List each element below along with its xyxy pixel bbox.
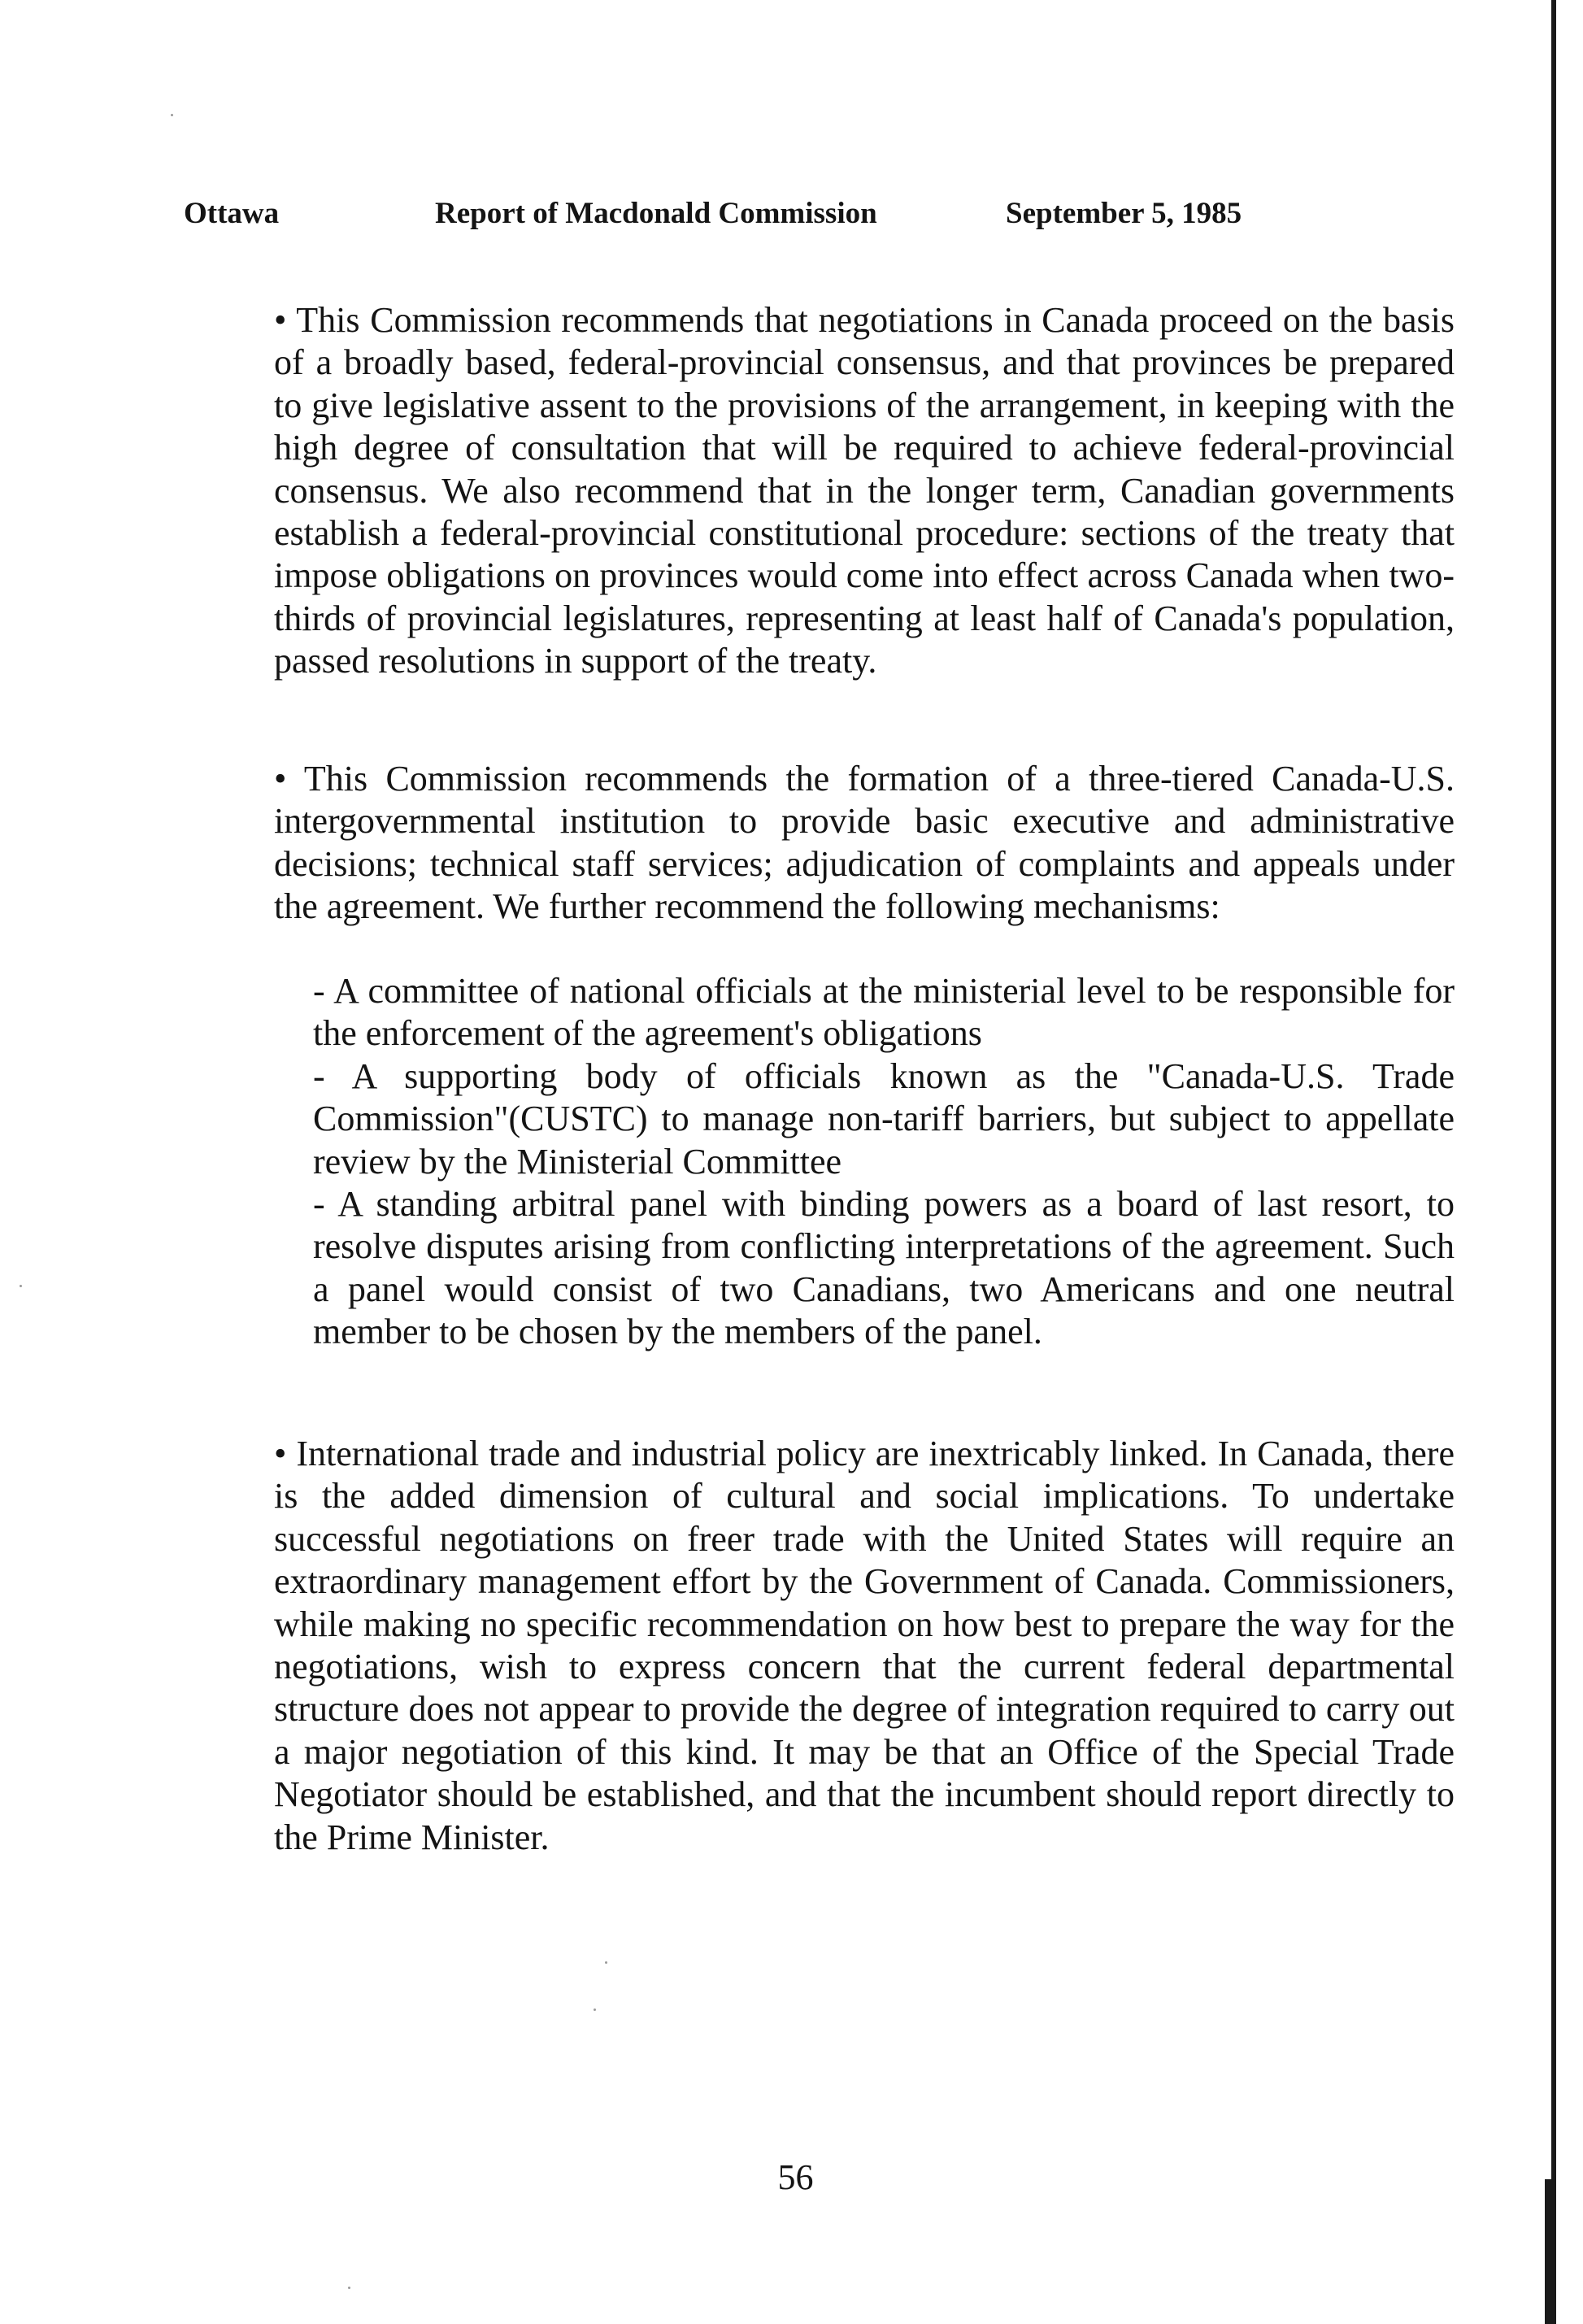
page-header	[0, 194, 1583, 234]
paragraph-trade-policy: • International trade and industrial policy are inextricably linked. In Canada, there is the added dimension of cultural and social implications. To undertake successful negotiations on freer trade with the United States will require an extraordinary management effort by the Government of Canada. Commissioners, while making no specific recommendation on how best to prepare the way for the negotiations, wish to express concern that the current federal departmental structure does not appear to provide the degree of integration required to carry out a major negotiation of this kind. It may be that an Office of the Special Trade Negotiator should be established, and that the incumbent should report directly to the Prime Minister.	[274, 1434, 1455, 1857]
mechanism-arbitral-panel: - A standing arbitral panel with binding powers as a board of last resort, to resolve disputes arising from conflicting interpretations of the agreement. Such a panel would consist of two Canadians, two Americans and one neutral member to be chosen by the members of the panel.	[313, 1184, 1455, 1352]
scan-speck	[605, 1961, 607, 1964]
paragraph-consensus: • This Commission recommends that negotiations in Canada proceed on the basis of a broadly based, federal-provincial consensus, and that provinces be prepared to give legislative assent to the provisions of the arrangement, in keeping with the high degree of consultation that will be required to achieve federal-provincial consensus. We also recommend that in the longer term, Canadian governments establish a federal-provincial constitutional procedure: sections of the treaty that impose obligations on provinces would come into effect across Canada when two-thirds of provincial legislatures, representing at least half of Canada's population, passed resolutions in support of the treaty.	[274, 300, 1455, 681]
scan-edge-rule	[1551, 0, 1556, 2324]
scan-speck	[171, 114, 173, 116]
scan-speck	[594, 2008, 596, 2011]
paragraph-institution: • This Commission recommends the formation of a three-tiered Canada-U.S. intergovernmental institution to provide basic executive and administrative decisions; technical staff services; adjudication of complaints and appeals under the agreement. We further recommend the following mechanisms:	[274, 759, 1455, 927]
scan-speck	[20, 1285, 22, 1287]
page-number: 56	[777, 2157, 814, 2197]
scan-edge-rule-tail	[1545, 2179, 1553, 2324]
scan-speck	[348, 2287, 350, 2289]
header-location: Ottawa	[184, 197, 280, 230]
mechanism-trade-commission: - A supporting body of officials known as the "Canada-U.S. Trade Commission"(CUSTC) to manage non-tariff barriers, but subject to appellate review by the Ministerial Committee	[313, 1055, 1455, 1182]
mechanisms-list	[313, 970, 1455, 1354]
header-title: Report of Macdonald Commission	[435, 197, 877, 230]
mechanism-ministerial-committee: - A committee of national officials at the ministerial level to be responsible for the enforcement of the agreement's obligations	[313, 971, 1455, 1054]
header-date: September 5, 1985	[1006, 197, 1242, 230]
